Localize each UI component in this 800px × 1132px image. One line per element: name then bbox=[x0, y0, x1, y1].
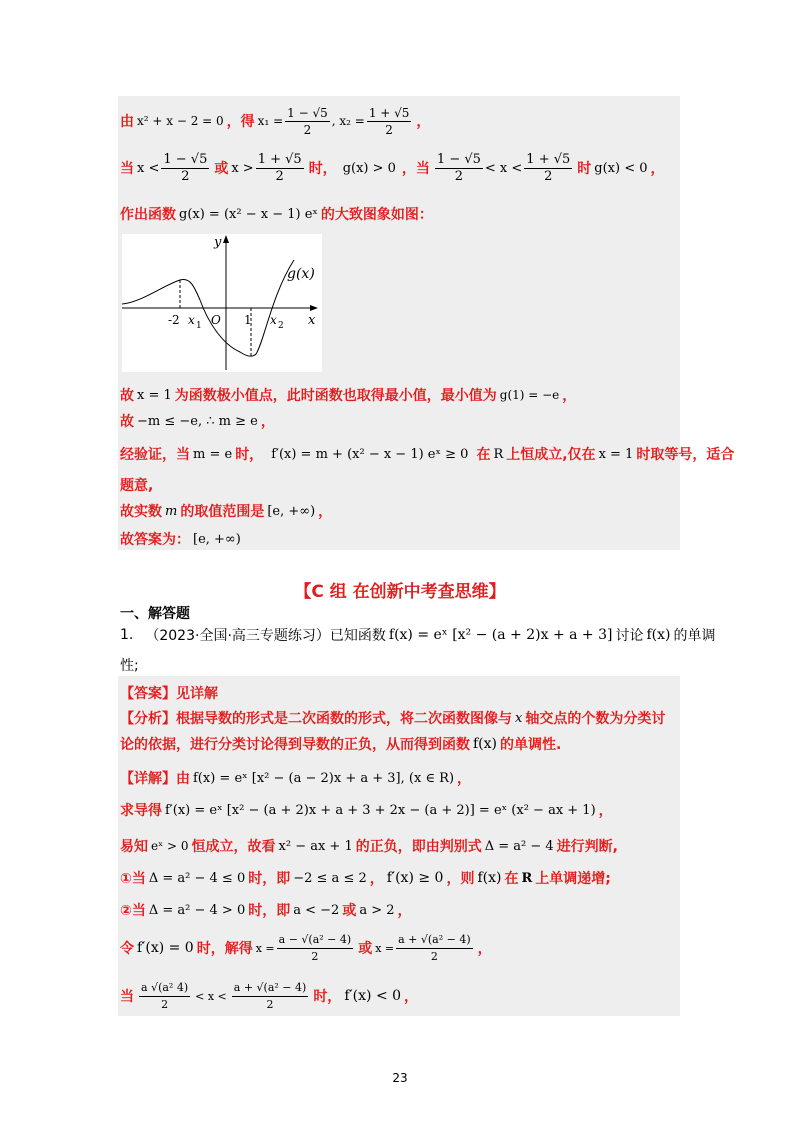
detail-line-6 bbox=[120, 928, 492, 968]
math: [e, +∞) bbox=[193, 531, 241, 547]
fraction bbox=[524, 152, 572, 185]
math: f(x) = eˣ [x² − (a − 2)x + a + 3], (x ∈ R) bbox=[193, 770, 455, 786]
text: 进行判断, bbox=[556, 839, 618, 855]
text: 的取值范围是 bbox=[180, 504, 265, 520]
text: 求导得 bbox=[120, 803, 162, 819]
math-text: x > bbox=[231, 160, 254, 176]
numerator: 1 + √5 bbox=[526, 151, 571, 167]
detail-line-4 bbox=[120, 866, 611, 890]
math: Δ = a² − 4 bbox=[484, 838, 554, 854]
numerator: 1 + √5 bbox=[368, 105, 410, 120]
numerator: a √(a² 4) bbox=[139, 980, 190, 997]
text: 【详解】由 bbox=[120, 771, 190, 787]
numerator: 1 − √5 bbox=[287, 105, 328, 120]
text: ，则 bbox=[446, 871, 475, 887]
detail-line-7 bbox=[120, 976, 418, 1016]
text: 题意, bbox=[120, 478, 154, 494]
math: x² − ax + 1 bbox=[278, 838, 353, 854]
x-label: x bbox=[308, 313, 316, 328]
text: 为函数极小值点，此时函数也取得最小值，最小值为 bbox=[174, 388, 497, 404]
math-var: x bbox=[515, 710, 523, 726]
math: a > 2 bbox=[359, 902, 395, 918]
text: 性; bbox=[120, 658, 139, 674]
text: 当 bbox=[120, 161, 134, 177]
detail-line-5 bbox=[120, 898, 412, 922]
solution-line-5 bbox=[120, 410, 275, 432]
math: f(x) bbox=[477, 870, 502, 886]
detail-line-3 bbox=[120, 834, 618, 858]
fraction bbox=[277, 932, 354, 965]
denominator: 2 bbox=[266, 997, 274, 1011]
fraction bbox=[367, 105, 412, 138]
math bbox=[231, 152, 305, 185]
text: 当 bbox=[120, 989, 134, 1005]
tick-x1-sub: 1 bbox=[196, 321, 202, 331]
denominator: 2 bbox=[430, 949, 438, 963]
denominator: 2 bbox=[303, 122, 312, 137]
numerator: 1 − √5 bbox=[436, 151, 481, 167]
denominator: 2 bbox=[544, 168, 553, 184]
solution-line-3 bbox=[120, 202, 433, 226]
math bbox=[137, 980, 310, 1013]
text: 作出函数 bbox=[120, 207, 176, 223]
solution-line-8 bbox=[120, 500, 332, 522]
text: 或 bbox=[358, 941, 373, 957]
tick-origin: O bbox=[211, 313, 221, 327]
math: f′(x) ≥ 0 bbox=[386, 870, 444, 886]
math bbox=[375, 932, 474, 965]
math: −m ≤ −e, ∴ m ≥ e bbox=[137, 413, 258, 429]
math: f′(x) = m + (x² − x − 1) eˣ ≥ 0 bbox=[271, 446, 469, 462]
text: 故 bbox=[120, 388, 134, 404]
text: ， bbox=[318, 504, 333, 520]
page-number: 23 bbox=[392, 1071, 408, 1085]
math: f′(x) < 0 bbox=[344, 988, 402, 1004]
fraction bbox=[161, 152, 209, 185]
math-text: x = bbox=[375, 941, 395, 955]
math-text: x < bbox=[137, 160, 160, 176]
section-title: 一、解答题 bbox=[120, 606, 190, 622]
solution-line-2 bbox=[120, 150, 665, 186]
text: 令 bbox=[120, 941, 134, 957]
text: 轴交点的个数为分类讨 bbox=[525, 711, 666, 727]
text: 故 bbox=[120, 414, 134, 430]
answer-line bbox=[120, 682, 218, 704]
math: a < −2 bbox=[293, 902, 340, 918]
y-axis-arrow-icon bbox=[223, 235, 229, 243]
text: ， bbox=[397, 903, 412, 919]
text: ，得 bbox=[226, 114, 255, 130]
solution-line-6 bbox=[120, 442, 734, 466]
math: g(x) > 0 bbox=[342, 160, 396, 176]
text: 时， bbox=[308, 161, 337, 177]
numerator: 1 + √5 bbox=[257, 151, 302, 167]
math: f(x) = eˣ [x² − (a + 2)x + a + 3] bbox=[388, 627, 613, 643]
detail-line-1 bbox=[120, 766, 471, 790]
analysis-line-1 bbox=[120, 706, 665, 730]
tick-neg2: -2 bbox=[168, 313, 180, 327]
question-source: （2023·全国·高三专题练习）已知函数 bbox=[145, 628, 386, 644]
numerator: a + √(a² − 4) bbox=[396, 932, 473, 949]
text: 故实数 bbox=[120, 504, 162, 520]
text: ， bbox=[562, 388, 577, 404]
text: 时，解得 bbox=[196, 941, 253, 957]
denominator: 2 bbox=[181, 168, 190, 184]
text: ， bbox=[260, 414, 275, 430]
math-text: x₁ = bbox=[257, 114, 284, 128]
solution-line-7 bbox=[120, 474, 153, 496]
math bbox=[256, 932, 355, 965]
math: −2 ≤ a ≤ 2 bbox=[293, 870, 367, 886]
text: 【分析】根据导数的形式是二次函数的形式，将二次函数图像与 bbox=[120, 711, 512, 727]
fraction bbox=[256, 152, 304, 185]
text: 或 bbox=[342, 903, 357, 919]
text: 时取等号，适合 bbox=[636, 447, 735, 463]
denominator: 2 bbox=[161, 997, 169, 1011]
solution-line-1 bbox=[120, 104, 430, 138]
text: 时，即 bbox=[248, 871, 291, 887]
math: m = e bbox=[193, 446, 233, 462]
math bbox=[515, 711, 522, 726]
text: 时，即 bbox=[248, 903, 291, 919]
text: 易知 bbox=[120, 839, 148, 855]
math: [e, +∞) bbox=[267, 503, 316, 519]
analysis-line-2 bbox=[120, 732, 561, 756]
text: 的单调性. bbox=[500, 737, 562, 753]
math bbox=[137, 152, 211, 185]
math: eˣ > 0 bbox=[151, 839, 189, 853]
solution-line-4 bbox=[120, 384, 576, 406]
math: f′(x) = 0 bbox=[137, 940, 194, 956]
numerator: a + √(a² − 4) bbox=[232, 980, 309, 997]
text: 恒成立，故看 bbox=[191, 839, 276, 855]
text: 在 bbox=[504, 871, 519, 887]
denominator: 2 bbox=[275, 168, 284, 184]
graph-svg bbox=[122, 234, 322, 372]
math: f(x) bbox=[646, 627, 671, 643]
text: ， bbox=[457, 771, 472, 787]
text: ， bbox=[477, 941, 492, 957]
math: x = 1 bbox=[137, 387, 172, 403]
denominator: 2 bbox=[385, 122, 393, 137]
fraction bbox=[435, 152, 483, 185]
question-line-2 bbox=[120, 654, 139, 676]
text: 【答案】见详解 bbox=[120, 686, 218, 702]
math-var: m bbox=[165, 503, 178, 519]
math bbox=[433, 152, 574, 185]
text: ， bbox=[650, 161, 665, 177]
math bbox=[258, 105, 414, 138]
numerator: a − √(a² − 4) bbox=[277, 932, 354, 949]
tick-x1: x bbox=[188, 313, 195, 327]
text: 上单调递增; bbox=[535, 871, 611, 887]
text: 的单调 bbox=[673, 628, 716, 644]
x-axis-arrow-icon bbox=[310, 305, 318, 311]
text: 时 bbox=[577, 161, 592, 177]
text: 论的依据，进行分类讨论得到导数的正负，从而得到函数 bbox=[120, 737, 470, 753]
question-number: 1. bbox=[120, 627, 134, 643]
math: R bbox=[521, 870, 533, 886]
text: ①当 bbox=[120, 871, 146, 887]
text: 或 bbox=[214, 161, 229, 177]
question-line-1 bbox=[120, 620, 716, 650]
text: ， bbox=[404, 989, 419, 1005]
math-text: < x < bbox=[195, 989, 227, 1003]
text: ，当 bbox=[401, 161, 430, 177]
text: 时， bbox=[235, 447, 264, 463]
text: ②当 bbox=[120, 903, 146, 919]
tick-1: 1 bbox=[244, 313, 252, 327]
fraction bbox=[285, 105, 330, 138]
g-label: g(x) bbox=[287, 266, 315, 282]
math: f(x) bbox=[473, 736, 498, 752]
math: R bbox=[493, 446, 504, 462]
math: f′(x) = eˣ [x² − (a + 2)x + a + 3 + 2x − (a + 2)] = eˣ (x² − ax + 1) bbox=[165, 802, 596, 818]
math: g(x) = (x² − x − 1) eˣ bbox=[179, 206, 318, 222]
math: g(1) = −e bbox=[499, 388, 560, 402]
math: Δ = a² − 4 > 0 bbox=[148, 902, 246, 918]
math: x = 1 bbox=[598, 446, 634, 462]
function-graph bbox=[122, 234, 322, 372]
text: ， bbox=[369, 871, 384, 887]
text: 时， bbox=[313, 989, 342, 1005]
tick-x2: x bbox=[270, 313, 277, 327]
fraction bbox=[232, 980, 309, 1013]
math: g(x) < 0 bbox=[594, 160, 648, 176]
math-text: < x < bbox=[484, 160, 523, 176]
text: ， bbox=[598, 803, 613, 819]
text: 故答案为： bbox=[120, 532, 190, 548]
text: 的大致图象如图： bbox=[320, 207, 433, 223]
y-label: y bbox=[214, 235, 222, 250]
fraction bbox=[396, 932, 473, 965]
text: 由 bbox=[120, 114, 134, 130]
math-text: x = bbox=[255, 941, 275, 955]
solution-line-9 bbox=[120, 528, 244, 550]
math: Δ = a² − 4 ≤ 0 bbox=[148, 870, 246, 886]
tick-x2-sub: 2 bbox=[278, 321, 284, 331]
text: 讨论 bbox=[615, 628, 644, 644]
denominator: 2 bbox=[454, 168, 464, 184]
section-heading: 【C 组 在创新中考查思维】 bbox=[294, 582, 506, 602]
numerator: 1 − √5 bbox=[163, 151, 208, 167]
math bbox=[165, 504, 177, 519]
text: 的正负，即由判别式 bbox=[355, 839, 482, 855]
text: 在 bbox=[476, 447, 491, 463]
text: 上恒成立,仅在 bbox=[506, 447, 596, 463]
denominator: 2 bbox=[311, 949, 319, 963]
text: ， bbox=[416, 114, 431, 130]
math: x² + x − 2 = 0 bbox=[137, 114, 224, 128]
math-text: , x₂ = bbox=[331, 114, 365, 128]
fraction bbox=[139, 980, 190, 1013]
detail-line-2 bbox=[120, 798, 613, 822]
text: 经验证，当 bbox=[120, 447, 190, 463]
